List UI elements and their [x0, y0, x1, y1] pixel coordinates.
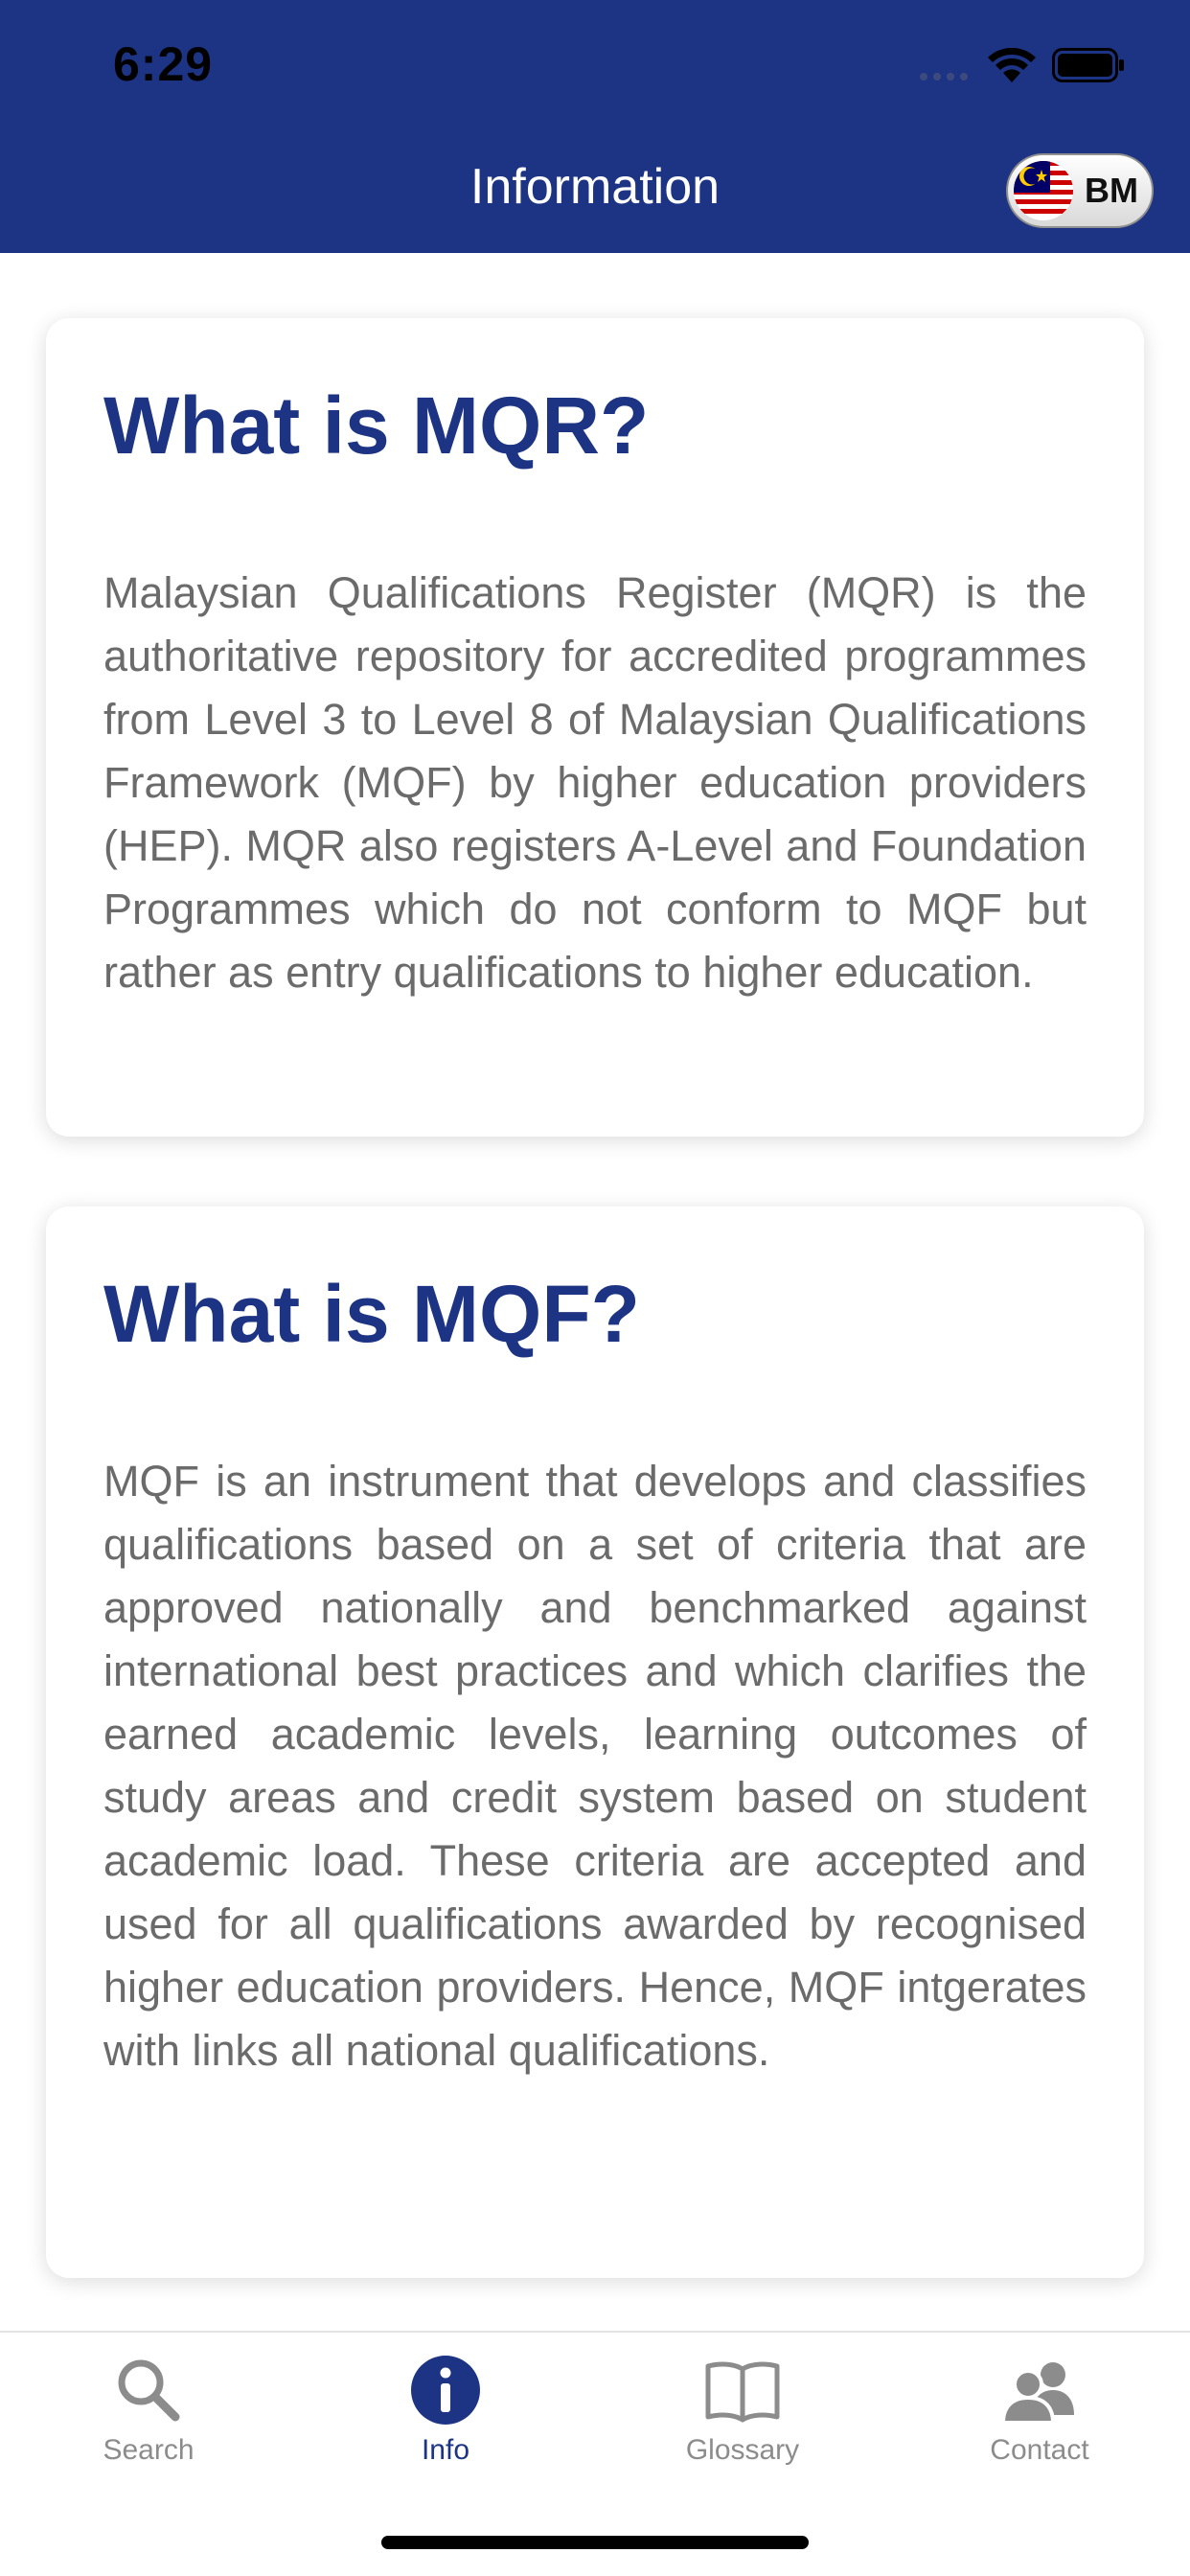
- info-icon: [407, 2352, 484, 2428]
- card-title: What is MQR?: [103, 380, 650, 471]
- mqr-info-card: [46, 318, 1144, 1137]
- language-toggle-button[interactable]: [1006, 153, 1154, 228]
- tab-label: Glossary: [685, 2434, 800, 2466]
- home-indicator[interactable]: [381, 2536, 809, 2549]
- mqf-info-card: [46, 1207, 1144, 2278]
- language-label: BM: [1085, 171, 1138, 210]
- tab-label: Search: [103, 2434, 195, 2466]
- cellular-signal-icon: [920, 73, 968, 80]
- tab-label: Info: [421, 2434, 470, 2466]
- card-title: What is MQF?: [103, 1269, 640, 1359]
- battery-icon: [1052, 48, 1125, 82]
- search-icon: [110, 2352, 187, 2428]
- malaysia-flag-icon: [1014, 161, 1073, 220]
- tab-info[interactable]: [297, 2352, 594, 2496]
- contact-icon: [1001, 2352, 1078, 2428]
- status-time: 6:29: [113, 37, 214, 91]
- page-title: Information: [469, 159, 721, 215]
- tab-label: Contact: [990, 2434, 1089, 2466]
- tab-contact[interactable]: [891, 2352, 1188, 2496]
- wifi-icon: [987, 48, 1037, 84]
- tab-glossary[interactable]: [594, 2352, 891, 2496]
- book-icon: [704, 2352, 781, 2428]
- card-body: MQF is an instrument that develops and classifies qualifications based on a set of criteria that are approved nationally and benchmarked against international best practices and which clarifies the earned academic levels, learning outcomes of study areas and credit system based on student academic load. These criteria are accepted and used for all qualifications awarded by recognised higher education providers. Hence, MQF intgerates with links all national qualifications.: [103, 1457, 1087, 2075]
- card-body: Malaysian Qualifications Register (MQR) is the authoritative repository for accredited programmes from Level 3 to Level 8 of Malaysian Qualifications Framework (MQF) by higher education providers (HEP). MQR also registers A-Level and Foundation Programmes which do not conform to MQF but rather as entry qualifications to higher education.: [103, 568, 1087, 997]
- app-header: [0, 0, 1190, 253]
- tab-search[interactable]: [0, 2352, 297, 2496]
